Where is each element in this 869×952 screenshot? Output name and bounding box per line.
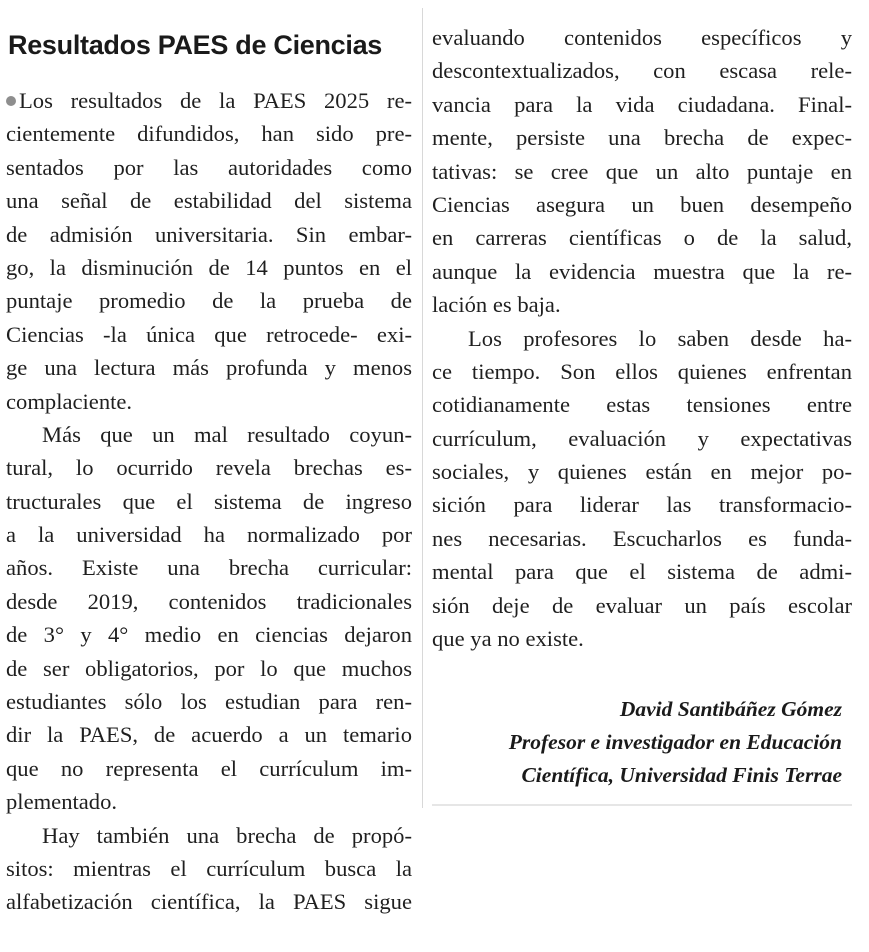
- column-divider: [422, 8, 423, 808]
- text-line: puntaje promedio de la prueba de: [6, 288, 412, 314]
- text-line: Los profesores lo saben desde ha-: [468, 325, 852, 351]
- text-line: estudiantes sólo los estudian para ren-: [6, 689, 412, 715]
- text-line: ge una lectura más profunda y menos: [6, 355, 412, 381]
- text-line: de ser obligatorios, por lo que muchos: [6, 655, 412, 681]
- text-line: cotidianamente estas tensiones entre: [432, 392, 852, 418]
- text-line: plementado.: [6, 789, 118, 815]
- text-line: sición para liderar las transformacio-: [432, 492, 852, 518]
- text-line: descontextualizados, con escasa rele-: [432, 58, 852, 84]
- text-line: sitos: mientras el currículum busca la: [6, 855, 412, 881]
- text-line: vancia para la vida ciudadana. Final-: [432, 91, 852, 117]
- text-line: Los resultados de la PAES 2025 re-: [6, 84, 412, 117]
- author-affiliation: Científica, Universidad Finis Terrae: [521, 763, 842, 788]
- text-line: a la universidad ha normalizado por: [6, 522, 412, 548]
- text-line: sión deje de evaluar un país escolar: [432, 592, 852, 618]
- text-line: evaluando contenidos específicos y: [432, 25, 852, 50]
- left-column: [6, 0, 412, 919]
- author-signature: [432, 693, 852, 792]
- text-line: Hay también una brecha de propó-: [42, 822, 412, 848]
- text-line: Más que un mal resultado coyun-: [42, 421, 412, 447]
- author-role: Profesor e investigador en Educación: [508, 730, 842, 755]
- bullet-icon: [6, 96, 16, 106]
- text-line: tructurales que el sistema de ingreso: [6, 488, 412, 514]
- text-line: nes necesarias. Escucharlos es funda-: [432, 525, 852, 551]
- text-line: aunque la evidencia muestra que la re-: [432, 258, 852, 284]
- text-line: de admisión universitaria. Sin embar-: [6, 221, 412, 247]
- text-line: desde 2019, contenidos tradicionales: [6, 588, 412, 614]
- text-line: que no representa el currículum im-: [6, 755, 412, 781]
- text-line: años. Existe una brecha curricular:: [6, 555, 412, 581]
- text-line: sentados por las autoridades como: [6, 154, 412, 180]
- text-line: sociales, y quienes están en mejor po-: [432, 459, 852, 485]
- text-line: una señal de estabilidad del sistema: [6, 188, 412, 214]
- text-line: de 3° y 4° medio en ciencias dejaron: [6, 622, 412, 648]
- text-line: tural, lo ocurrido revela brechas es-: [6, 455, 412, 481]
- text-line: Ciencias asegura un buen desempeño: [432, 191, 852, 217]
- text-line: mental para que el sistema de admi-: [432, 559, 852, 585]
- text-line: mente, persiste una brecha de expec-: [432, 125, 852, 151]
- text-line: cientemente difundidos, han sido pre-: [6, 121, 412, 147]
- left-column-text: [6, 84, 412, 919]
- text-line: Ciencias -la única que retrocede- exi-: [6, 321, 412, 347]
- right-column-text: [432, 21, 852, 655]
- text-line: complaciente.: [6, 388, 133, 414]
- text-line: que ya no existe.: [432, 626, 584, 652]
- right-column: [432, 0, 852, 792]
- text-line: currículum, evaluación y expectativas: [432, 425, 852, 451]
- text-line: lación es baja.: [432, 292, 561, 318]
- text-line: en carreras científicas o de la salud,: [432, 225, 852, 251]
- article-title: Resultados PAES de Ciencias: [8, 30, 383, 60]
- text-line: go, la disminución de 14 puntos en el: [6, 254, 412, 280]
- author-name: David Santibáñez Gómez: [619, 697, 842, 722]
- text-line: tativas: se cree que un alto puntaje en: [432, 158, 852, 184]
- text-line: dir la PAES, de acuerdo a un temario: [6, 722, 412, 748]
- text-line: ce tiempo. Son ellos quienes enfrentan: [432, 358, 852, 384]
- text-line: alfabetización científica, la PAES sigue: [6, 889, 412, 915]
- bottom-rule: [432, 804, 852, 806]
